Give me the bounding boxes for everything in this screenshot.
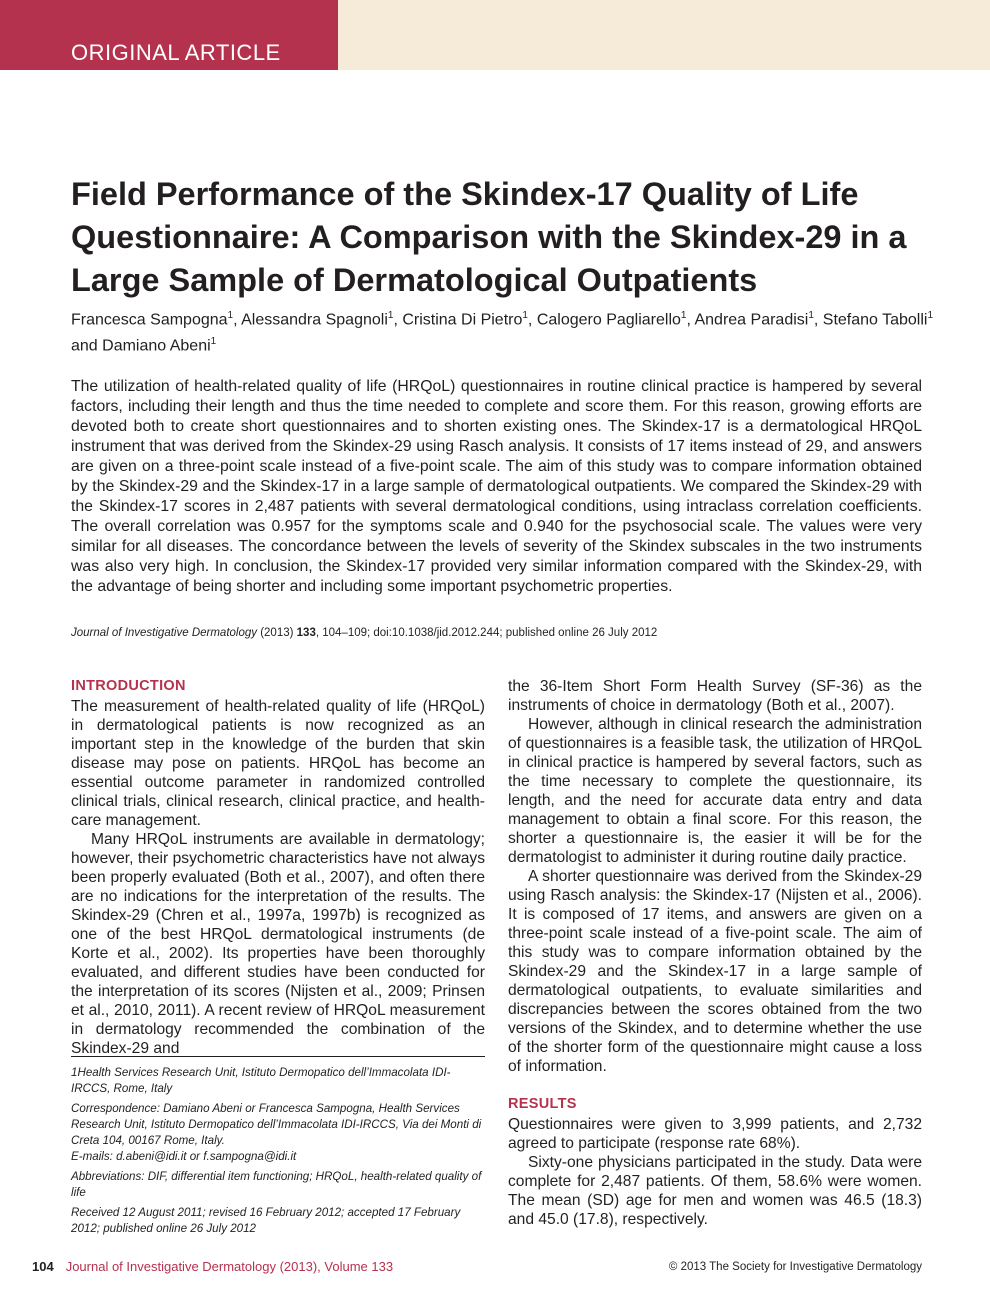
- author-affiliation-mark: 1: [808, 310, 814, 321]
- article-type-label: ORIGINAL ARTICLE: [71, 40, 281, 65]
- page-footer-left: [32, 1259, 393, 1274]
- footnote-correspondence: [71, 1101, 485, 1165]
- footnote-correspondence-text: Correspondence: Damiano Abeni or Francesca Sampogna, Health Services Research Unit, Istituto Dermopatico dell’Immacolata IDI-IRCCS, Via dei Monti di Creta 104, 00167 Rome, Italy.: [71, 1102, 482, 1147]
- author-affiliation-mark: 1: [927, 310, 934, 321]
- page-number: 104: [32, 1259, 54, 1274]
- author-separator: and: [71, 337, 103, 355]
- intro-paragraph-4: A shorter questionnaire was derived from the Skindex-29 using Rasch analysis: the Skindex-17 (Nijsten et al., 2006). It is composed of 17 items, and answers are given on a three-point scale instead of a five-point scale. The aim of this study was to compare information obtained by the Skindex-29 and the Skindex-17 in a large sample of dermatological outpatients, to evaluate similarities and discrepancies between the scores obtained from the two versions of the Skindex, and to determine whether the use of the shorter form of the questionnaire might cause a loss of information.: [508, 868, 922, 1075]
- results-paragraph-2: Sixty-one physicians participated in the study. Data were complete for 2,487 patients. Of them, 58.6% were women. The mean (SD) age for men and women was 46.5 (18.3) and 45.0 (17.8), respectively.: [508, 1154, 922, 1228]
- left-column: [71, 677, 485, 1058]
- author-affiliation-mark: 1: [680, 310, 687, 321]
- author-name: Andrea Paradisi: [694, 311, 809, 329]
- author-name: Damiano Abeni: [102, 337, 211, 355]
- author-name: Cristina Di Pietro: [402, 311, 523, 329]
- header-strip: [338, 0, 990, 70]
- footnotes: [71, 1065, 485, 1241]
- author-separator: ,: [686, 311, 695, 329]
- citation-year: (2013): [257, 627, 297, 639]
- footnote-abbreviations: Abbreviations: DIF, differential item functioning; HRQoL, health-related quality of life: [71, 1170, 482, 1199]
- intro-paragraph-1: The measurement of health-related quality of life (HRQoL) in dermatological patients is now recognized as an important step in the knowledge of the burden that skin disease may pose on patients. HRQoL has become an essential outcome parameter in randomized controlled clinical trials, clinical research, clinical practice, and health-care management.: [71, 698, 485, 829]
- footnote-divider: [71, 1056, 485, 1057]
- author-separator: ,: [527, 311, 537, 329]
- intro-paragraph-2-continued: the 36-Item Short Form Health Survey (SF-36) as the instruments of choice in dermatology (Both et al., 2007).: [508, 678, 922, 714]
- author-affiliation-mark: 1: [387, 310, 394, 321]
- citation-details: , 104–109; doi:10.1038/jid.2012.244; published online 26 July 2012: [315, 627, 658, 639]
- author-name: Stefano Tabolli: [822, 311, 928, 329]
- author-list: [71, 305, 941, 358]
- author-name: Francesca Sampogna: [71, 311, 228, 329]
- introduction-heading: INTRODUCTION: [71, 678, 186, 694]
- author-affiliation-mark: 1: [227, 310, 234, 321]
- right-column: [508, 677, 922, 1229]
- citation-line: [71, 627, 657, 639]
- footnote-affiliation: 1Health Services Research Unit, Istituto Dermopatico dell’Immacolata IDI-IRCCS, Rome, Italy: [71, 1066, 451, 1095]
- intro-paragraph-2: Many HRQoL instruments are available in dermatology; however, their psychometric characteristics have not always been properly evaluated (Both et al., 2007), and often there are no indications for the interpretation of the results. The Skindex-29 (Chren et al., 1997a, 1997b) is recognized as one of the best HRQoL dermatological instruments (de Korte et al., 2002). Its properties have been thoroughly evaluated, and different studies have been conducted for the interpretation of its scores (Nijsten et al., 2009; Prinsen et al., 2010, 2011). A recent review of HRQoL measurement in dermatology recommended the combination of the Skindex-29 and: [71, 831, 485, 1057]
- footer-journal: Journal of Investigative Dermatology (2013), Volume 133: [65, 1259, 394, 1274]
- author-name: Alessandra Spagnoli: [241, 311, 388, 329]
- article-title: Field Performance of the Skindex-17 Quality of Life Questionnaire: A Comparison with the Skindex-29 in a Large Sample of Dermatological Outpatients: [71, 176, 907, 298]
- citation-volume: 133: [296, 627, 316, 639]
- author-separator: ,: [813, 311, 823, 329]
- author-separator: ,: [393, 311, 403, 329]
- author-affiliation-mark: 1: [522, 310, 528, 321]
- footer-copyright: © 2013 The Society for Investigative Dermatology: [668, 1261, 922, 1273]
- intro-paragraph-3: However, although in clinical research the administration of questionnaires is a feasible task, the utilization of HRQoL in clinical practice is hampered by several factors, such as the time necessary to complete the questionnaire, its length, and the need for accurate data entry and data management to obtain a final score. For this reason, the shorter a questionnaire is, the easier it will be for the dermatologist to administer it during routine daily practice.: [508, 716, 922, 866]
- results-paragraph-1: Questionnaires were given to 3,999 patients, and 2,732 agreed to participate (response rate 68%).: [508, 1116, 922, 1152]
- results-heading: RESULTS: [508, 1096, 577, 1112]
- author-separator: ,: [233, 311, 242, 329]
- footnote-received: Received 12 August 2011; revised 16 February 2012; accepted 17 February 2012; published online 26 July 2012: [71, 1206, 461, 1235]
- abstract: The utilization of health-related quality of life (HRQoL) questionnaires in routine clinical practice is hampered by several factors, including their length and thus the time needed to complete and score them. For this reason, growing efforts are devoted both to create short questionnaires and to shorten existing ones. The Skindex-17 is a dermatological HRQoL instrument that was derived from the Skindex-29 using Rasch analysis. It consists of 17 items instead of 29, and answers are given on a three-point scale instead of a five-point scale. The aim of this study was to compare information obtained by the Skindex-29 and the Skindex-17 in a large sample of dermatological outpatients. We compared the Skindex-29 with the Skindex-17 scores in 2,487 patients with several dermatological conditions, using intraclass correlation coefficients. The overall correlation was 0.957 for the symptoms scale and 0.940 for the psychosocial scale. The values were very similar for all diseases. The concordance between the levels of severity of the Skindex subscales in the two instruments was also very high. In conclusion, the Skindex-17 provided very similar information compared with the Skindex-29, with the advantage of being shorter and including some important psychometric properties.: [71, 378, 922, 595]
- citation-journal: Journal of Investigative Dermatology: [71, 627, 258, 639]
- author-affiliation-mark: 1: [210, 336, 217, 348]
- author-name: Calogero Pagliarello: [536, 311, 681, 329]
- footnote-emails: E-mails: d.abeni@idi.it or f.sampogna@idi.it: [71, 1150, 297, 1163]
